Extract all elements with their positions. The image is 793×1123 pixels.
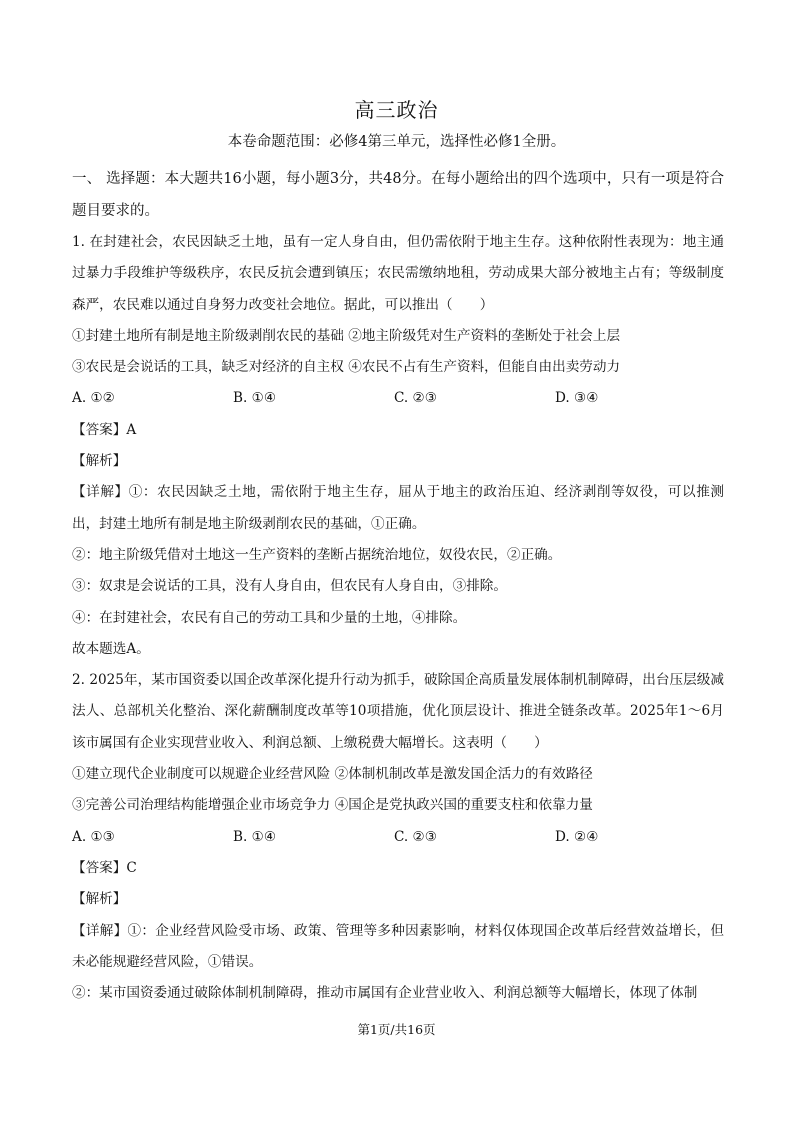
question-1-statements-b: ③农民是会说话的工具，缺乏对经济的自主权 ④农民不占有生产资料，但能自由出卖劳动力 [72,359,621,376]
question-2-statements-b: ③完善公司治理结构能增强企业市场竞争力 ④国企是党执政兴国的重要支柱和依靠力量 [72,797,593,814]
page-title: 高三政治 [354,98,439,122]
option-b: B. ①④ [233,390,277,407]
question-2-detail-2: ②：某市国资委通过破除体制机制障碍，推动市属国有企业营业收入、利润总额等大幅增长，体现了体制 [72,985,698,1002]
option-c: C. ②③ [394,390,437,407]
question-1-answer: 【答案】A [72,421,137,438]
question-2-statements-a: ①建立现代企业制度可以规避企业经营风险 ②体制机制改革是激发国企活力的有效路径 [72,766,593,783]
section-header: 一、 选择题：本大题共16小题，每小题3分，共48分。在每小题给出的四个选项中，只有一项是符合题目要求的。 [72,171,724,219]
option-d: D. ②④ [555,828,599,845]
question-2-options [72,822,724,853]
question-2-stem: 2. 2025年，某市国资委以国企改革深化提升行动为抓手，破除国企高质量发展体制机制障碍，出台压层级减法人、总部机关化整治、深化薪酬制度改革等10项措施，优化顶层设计、推进全链条改革。2025年1～6月该市属国有企业实现营业收入、利润总额、上缴税费大幅增长。这表明（ ） [72,672,724,751]
question-1-detail-1: 【详解】①：农民因缺乏土地，需依附于地主生存，屈从于地主的政治压迫、经济剥削等奴役，可以推测出，封建土地所有制是地主阶级剥削农民的基础，①正确。 [72,484,724,532]
exam-content [72,164,724,1009]
option-b: B. ①④ [233,828,277,845]
question-1-detail-4: ④：在封建社会，农民有自己的劳动工具和少量的土地，④排除。 [72,609,467,626]
question-1-options [72,383,724,414]
question-1-detail-2: ②：地主阶级凭借对土地这一生产资料的垄断占据统治地位，奴役农民，②正确。 [72,546,562,563]
option-c: C. ②③ [394,828,437,845]
question-1-statements-a: ①封建土地所有制是地主阶级剥削农民的基础 ②地主阶级凭对生产资料的垄断处于社会上层 [72,327,621,344]
question-2-answer: 【答案】C [72,859,137,876]
option-d: D. ③④ [555,390,599,407]
question-1-analysis-label: 【解析】 [72,453,127,470]
question-2-detail-1: 【详解】①：企业经营风险受市场、政策、管理等多种因素影响，材料仅体现国企改革后经营效益增长，但未必能规避经营风险，①错误。 [72,922,724,970]
question-1-stem: 1. 在封建社会，农民因缺乏土地，虽有一定人身自由，但仍需依附于地主生存。这种依附性表现为：地主通过暴力手段维护等级秩序，农民反抗会遭到镇压；农民需缴纳地租，劳动成果大部分被地主占有；等级制度森严，农民难以通过自身努力改变社会地位。据此，可以推出（ ） [72,234,724,313]
question-1-conclusion: 故本题选A。 [72,640,150,657]
question-2-analysis-label: 【解析】 [72,891,127,908]
question-1-detail-3: ③：奴隶是会说话的工具，没有人身自由，但农民有人身自由，③排除。 [72,578,507,595]
option-a: A. ①③ [72,828,115,845]
option-a: A. ①② [72,390,115,407]
exam-scope: 本卷命题范围：必修4第三单元，选择性必修1全册。 [227,134,566,150]
page-footer: 第1页/共16页 [357,1022,436,1037]
